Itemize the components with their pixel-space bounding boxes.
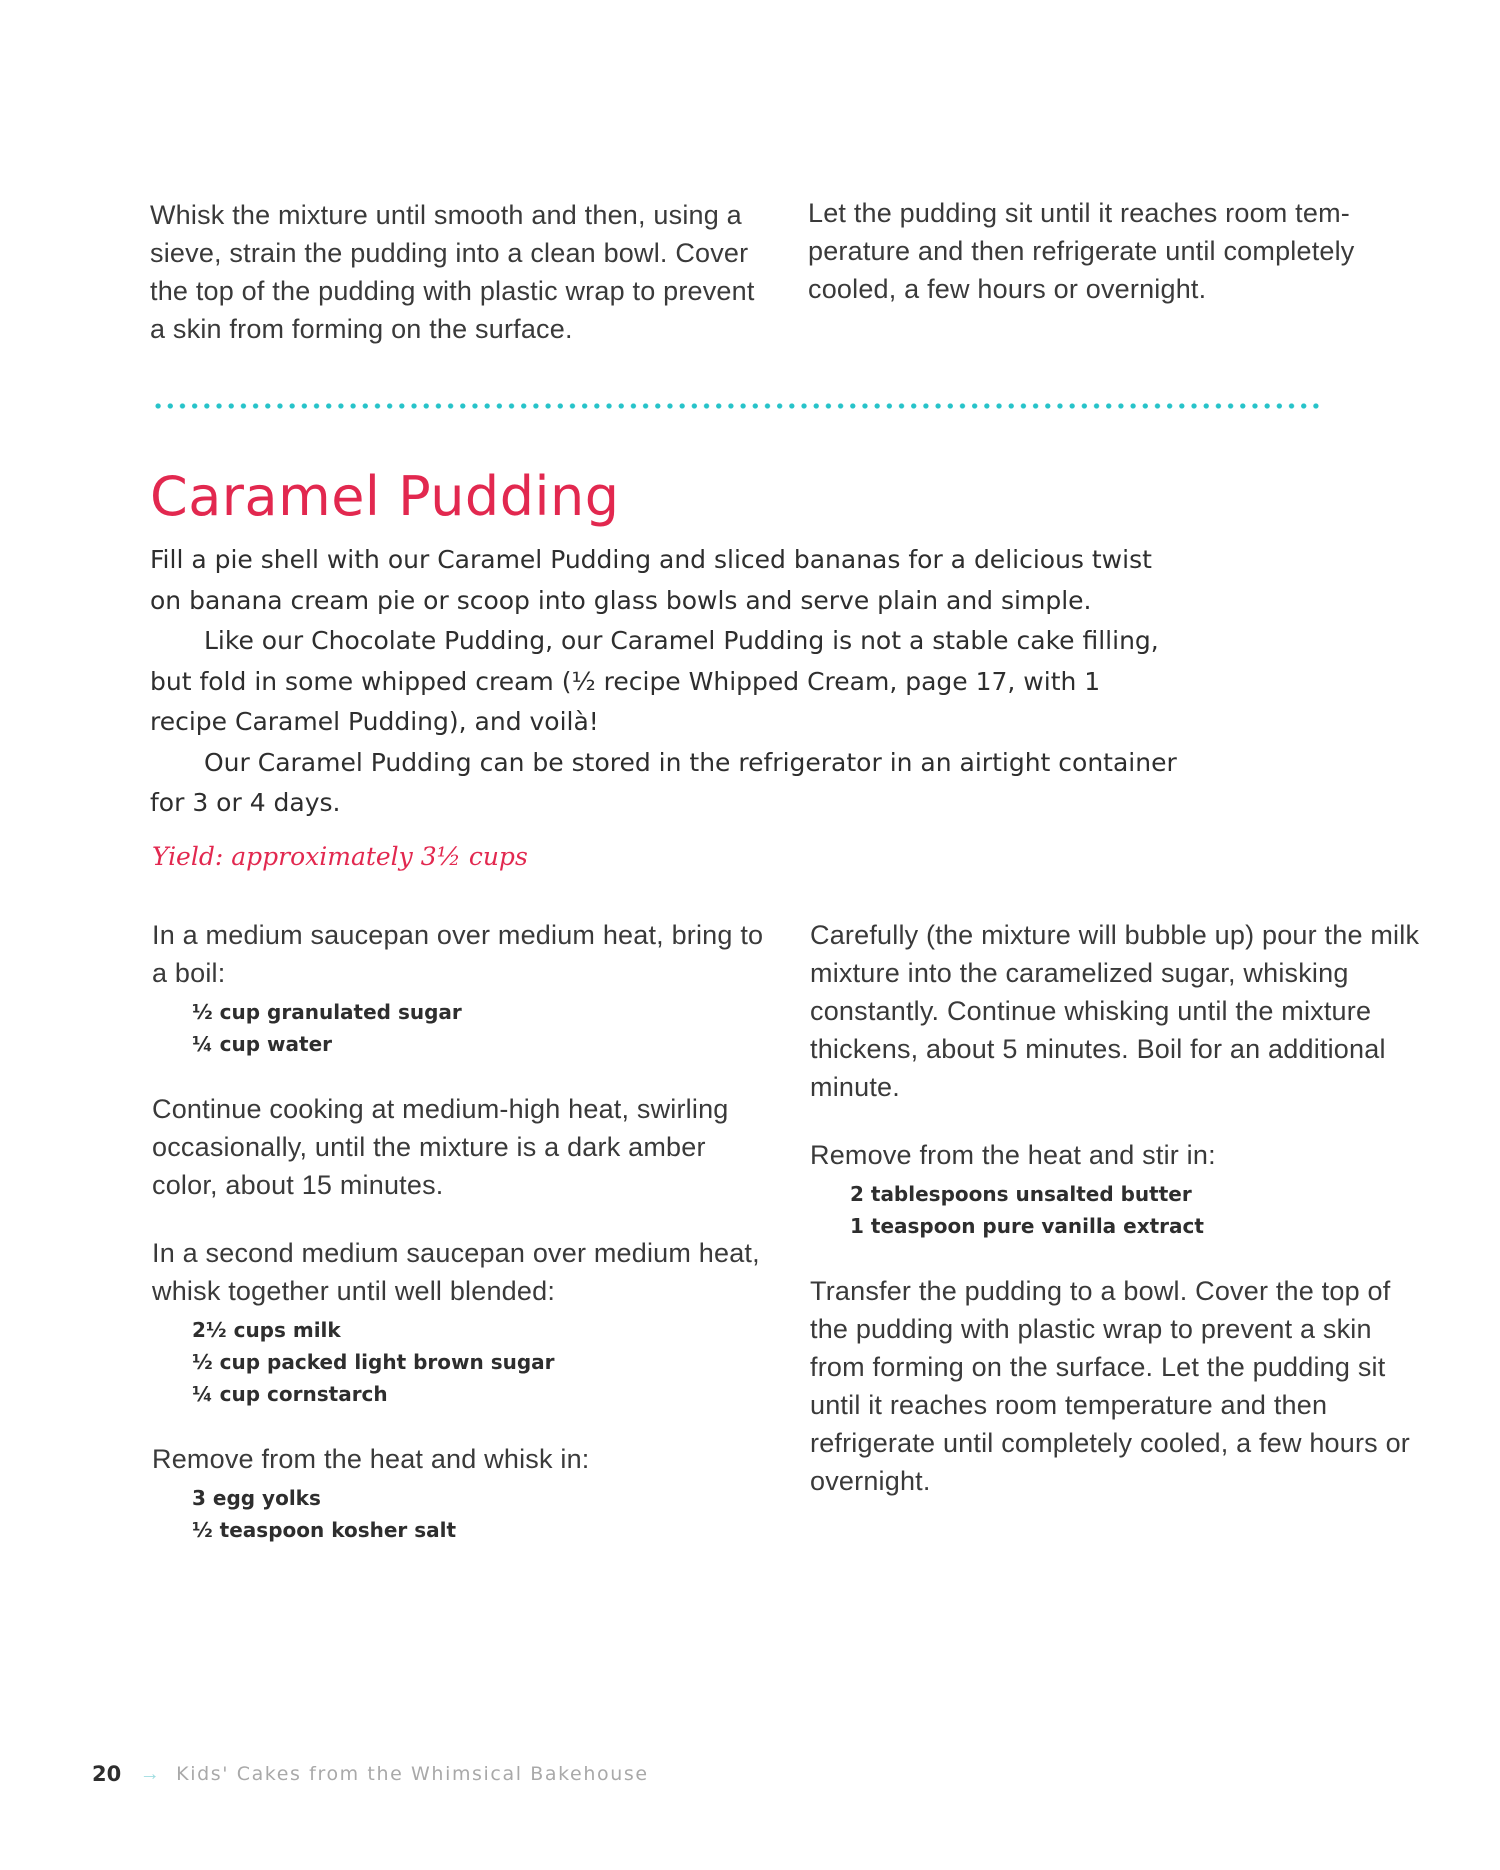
step-boil-sugar — [152, 916, 772, 1060]
ingredient-item: 2 tablespoons unsalted butter — [850, 1182, 1192, 1206]
ingredient-list — [152, 996, 772, 1060]
intro-paragraph-3: Our Caramel Pudding can be stored in the refrigerator in an airtight container for 3 or 4 days. — [150, 747, 1177, 817]
ingredient-list — [152, 1482, 772, 1546]
steps-left-column — [152, 916, 772, 1576]
ingredient-item: ½ cup granulated sugar — [192, 1000, 462, 1024]
step-text: Remove from the heat and whisk in: — [152, 1444, 590, 1474]
recipe-intro — [150, 540, 1180, 824]
whisk-strain-paragraph: Whisk the mixture until smooth and then, using a sieve, strain the pudding into a clean bowl. Cover the top of the pudding with plastic wrap to prevent a skin from forming on the surface. — [150, 200, 755, 344]
top-right-column — [808, 194, 1418, 308]
book-title: Kids' Cakes from the Whimsical Bakehouse — [176, 1763, 649, 1785]
step-whisk-yolks — [152, 1440, 772, 1546]
step-text: Remove from the heat and stir in: — [810, 1140, 1216, 1170]
intro-paragraph-2: Like our Chocolate Pudding, our Caramel Pudding is not a stable cake filling, but fold in some whipped cream (½ recipe Whipped Cream, page 17, with 1 recipe Caramel Pudding), and voilà! — [150, 626, 1159, 736]
ingredient-list — [152, 1314, 772, 1410]
ingredient-item: 1 teaspoon pure vanilla extract — [850, 1214, 1204, 1238]
page-number: 20 — [92, 1762, 122, 1786]
step-text: In a second medium saucepan over medium heat, whisk together until well blended: — [152, 1238, 760, 1306]
step-transfer-bowl — [810, 1272, 1430, 1500]
arrow-icon: → — [139, 1762, 160, 1785]
step-continue-cooking — [152, 1090, 772, 1204]
steps-right-column — [810, 916, 1430, 1530]
step-text: Transfer the pudding to a bowl. Cover the top of the pudding with plastic wrap to prevent a skin from forming on the surface. Let the pudding sit until it reaches room temperature and then refrigerate until completely cooled, a few hours or overnight. — [810, 1276, 1410, 1496]
page-footer — [92, 1762, 649, 1792]
step-text: In a medium saucepan over medium heat, bring to a boil: — [152, 920, 764, 988]
dotted-divider — [152, 400, 1322, 412]
step-stir-butter — [810, 1136, 1430, 1242]
ingredient-item: ½ cup packed light brown sugar — [192, 1350, 555, 1374]
top-left-column — [150, 196, 760, 348]
recipe-yield: Yield: approximately 3½ cups — [152, 842, 528, 871]
room-temperature-paragraph: Let the pudding sit until it reaches room tem-perature and then refrigerate until completely cooled, a few hours or overnight. — [808, 198, 1355, 304]
intro-paragraph-1: Fill a pie shell with our Caramel Pudding and sliced bananas for a delicious twist on banana cream pie or scoop into glass bowls and serve plain and simple. — [150, 545, 1152, 615]
ingredient-item: 2½ cups milk — [192, 1318, 341, 1342]
step-pour-milk — [810, 916, 1430, 1106]
ingredient-item: ¼ cup water — [192, 1032, 332, 1056]
step-text: Continue cooking at medium-high heat, swirling occasionally, until the mixture is a dark amber color, about 15 minutes. — [152, 1094, 729, 1200]
step-second-saucepan — [152, 1234, 772, 1410]
ingredient-item: 3 egg yolks — [192, 1486, 321, 1510]
step-text: Carefully (the mixture will bubble up) pour the milk mixture into the caramelized sugar, whisking constantly. Continue whisking until the mixture thickens, about 5 minutes. Boil for an additional minute. — [810, 920, 1420, 1102]
ingredient-item: ¼ cup cornstarch — [192, 1382, 388, 1406]
ingredient-item: ½ teaspoon kosher salt — [192, 1518, 457, 1542]
recipe-title: Caramel Pudding — [150, 465, 620, 528]
ingredient-list — [810, 1178, 1430, 1242]
